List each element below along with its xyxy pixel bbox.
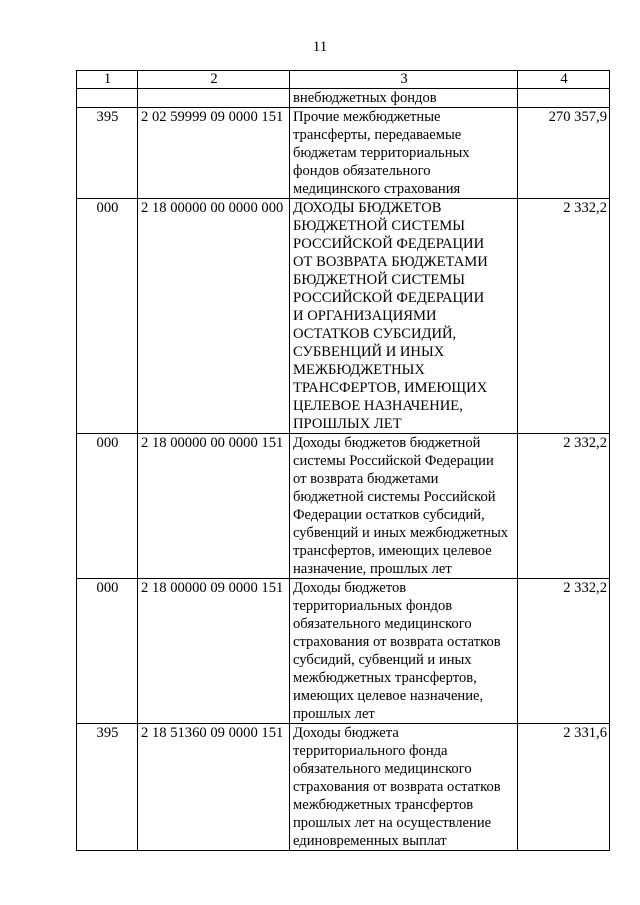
admin-code-cell: 395	[77, 724, 138, 851]
revenue-name-text: Прочие межбюджетные трансферты, передаваемые бюджетам территориальных фондов обязательного медицинского страхования	[293, 109, 470, 197]
column-header-4: 4	[518, 71, 610, 89]
table-row	[77, 108, 610, 199]
amount-cell: 2 332,2	[518, 199, 610, 434]
revenue-name-cell	[290, 724, 518, 851]
revenue-name-cell	[290, 108, 518, 199]
admin-code-cell: 000	[77, 199, 138, 434]
budget-revenue-table	[76, 70, 610, 851]
budget-code-cell	[138, 89, 290, 108]
column-header-3: 3	[290, 71, 518, 89]
table-row	[77, 89, 610, 108]
admin-code-cell: 000	[77, 434, 138, 579]
budget-code-cell: 2 18 51360 09 0000 151	[138, 724, 290, 851]
table-row	[77, 199, 610, 434]
table-row	[77, 579, 610, 724]
table-body	[77, 89, 610, 851]
column-header-1: 1	[77, 71, 138, 89]
revenue-name-text: Доходы бюджетов территориальных фондов обязательного медицинского страхования от возврата остатков субсидий, субвенций и иных межбюджетных трансфертов, имеющих целевое назначение, прошлых лет	[293, 580, 501, 722]
revenue-name-cell	[290, 199, 518, 434]
header-row	[77, 71, 610, 89]
amount-cell: 2 332,2	[518, 579, 610, 724]
budget-code-cell: 2 18 00000 00 0000 000	[138, 199, 290, 434]
budget-code-cell: 2 18 00000 00 0000 151	[138, 434, 290, 579]
admin-code-cell: 395	[77, 108, 138, 199]
revenue-name-text: внебюджетных фондов	[293, 90, 437, 106]
revenue-name-cell	[290, 579, 518, 724]
revenue-name-text: Доходы бюджета территориального фонда обязательного медицинского страхования от возврата остатков межбюджетных трансфертов прошлых лет на осуществление единовременных выплат	[293, 725, 501, 849]
revenue-name-cell	[290, 89, 518, 108]
admin-code-cell	[77, 89, 138, 108]
budget-code-cell: 2 18 00000 09 0000 151	[138, 579, 290, 724]
amount-cell: 2 331,6	[518, 724, 610, 851]
table-header	[77, 71, 610, 89]
page-number: 11	[312, 39, 328, 55]
revenue-name-text: Доходы бюджетов бюджетной системы Российской Федерации от возврата бюджетами бюджетной системы Российской Федерации остатков субсидий, субвенций и иных межбюджетных трансфертов, имеющих целевое назначение, прошлых лет	[293, 435, 509, 577]
amount-cell	[518, 89, 610, 108]
amount-cell: 270 357,9	[518, 108, 610, 199]
amount-cell: 2 332,2	[518, 434, 610, 579]
revenue-name-text: ДОХОДЫ БЮДЖЕТОВ БЮДЖЕТНОЙ СИСТЕМЫ РОССИЙСКОЙ ФЕДЕРАЦИИ ОТ ВОЗВРАТА БЮДЖЕТАМИ БЮДЖЕТНОЙ СИСТЕМЫ РОССИЙСКОЙ ФЕДЕРАЦИИ И ОРГАНИЗАЦИЯМИ ОСТАТКОВ СУБСИДИЙ, СУБВЕНЦИЙ И ИНЫХ МЕЖБЮДЖЕТНЫХ ТРАНСФЕРТОВ, ИМЕЮЩИХ ЦЕЛЕВОЕ НАЗНАЧЕНИЕ, ПРОШЛЫХ ЛЕТ	[293, 200, 488, 432]
table-row	[77, 434, 610, 579]
table-row	[77, 724, 610, 851]
column-header-2: 2	[138, 71, 290, 89]
budget-code-cell: 2 02 59999 09 0000 151	[138, 108, 290, 199]
admin-code-cell: 000	[77, 579, 138, 724]
revenue-name-cell	[290, 434, 518, 579]
